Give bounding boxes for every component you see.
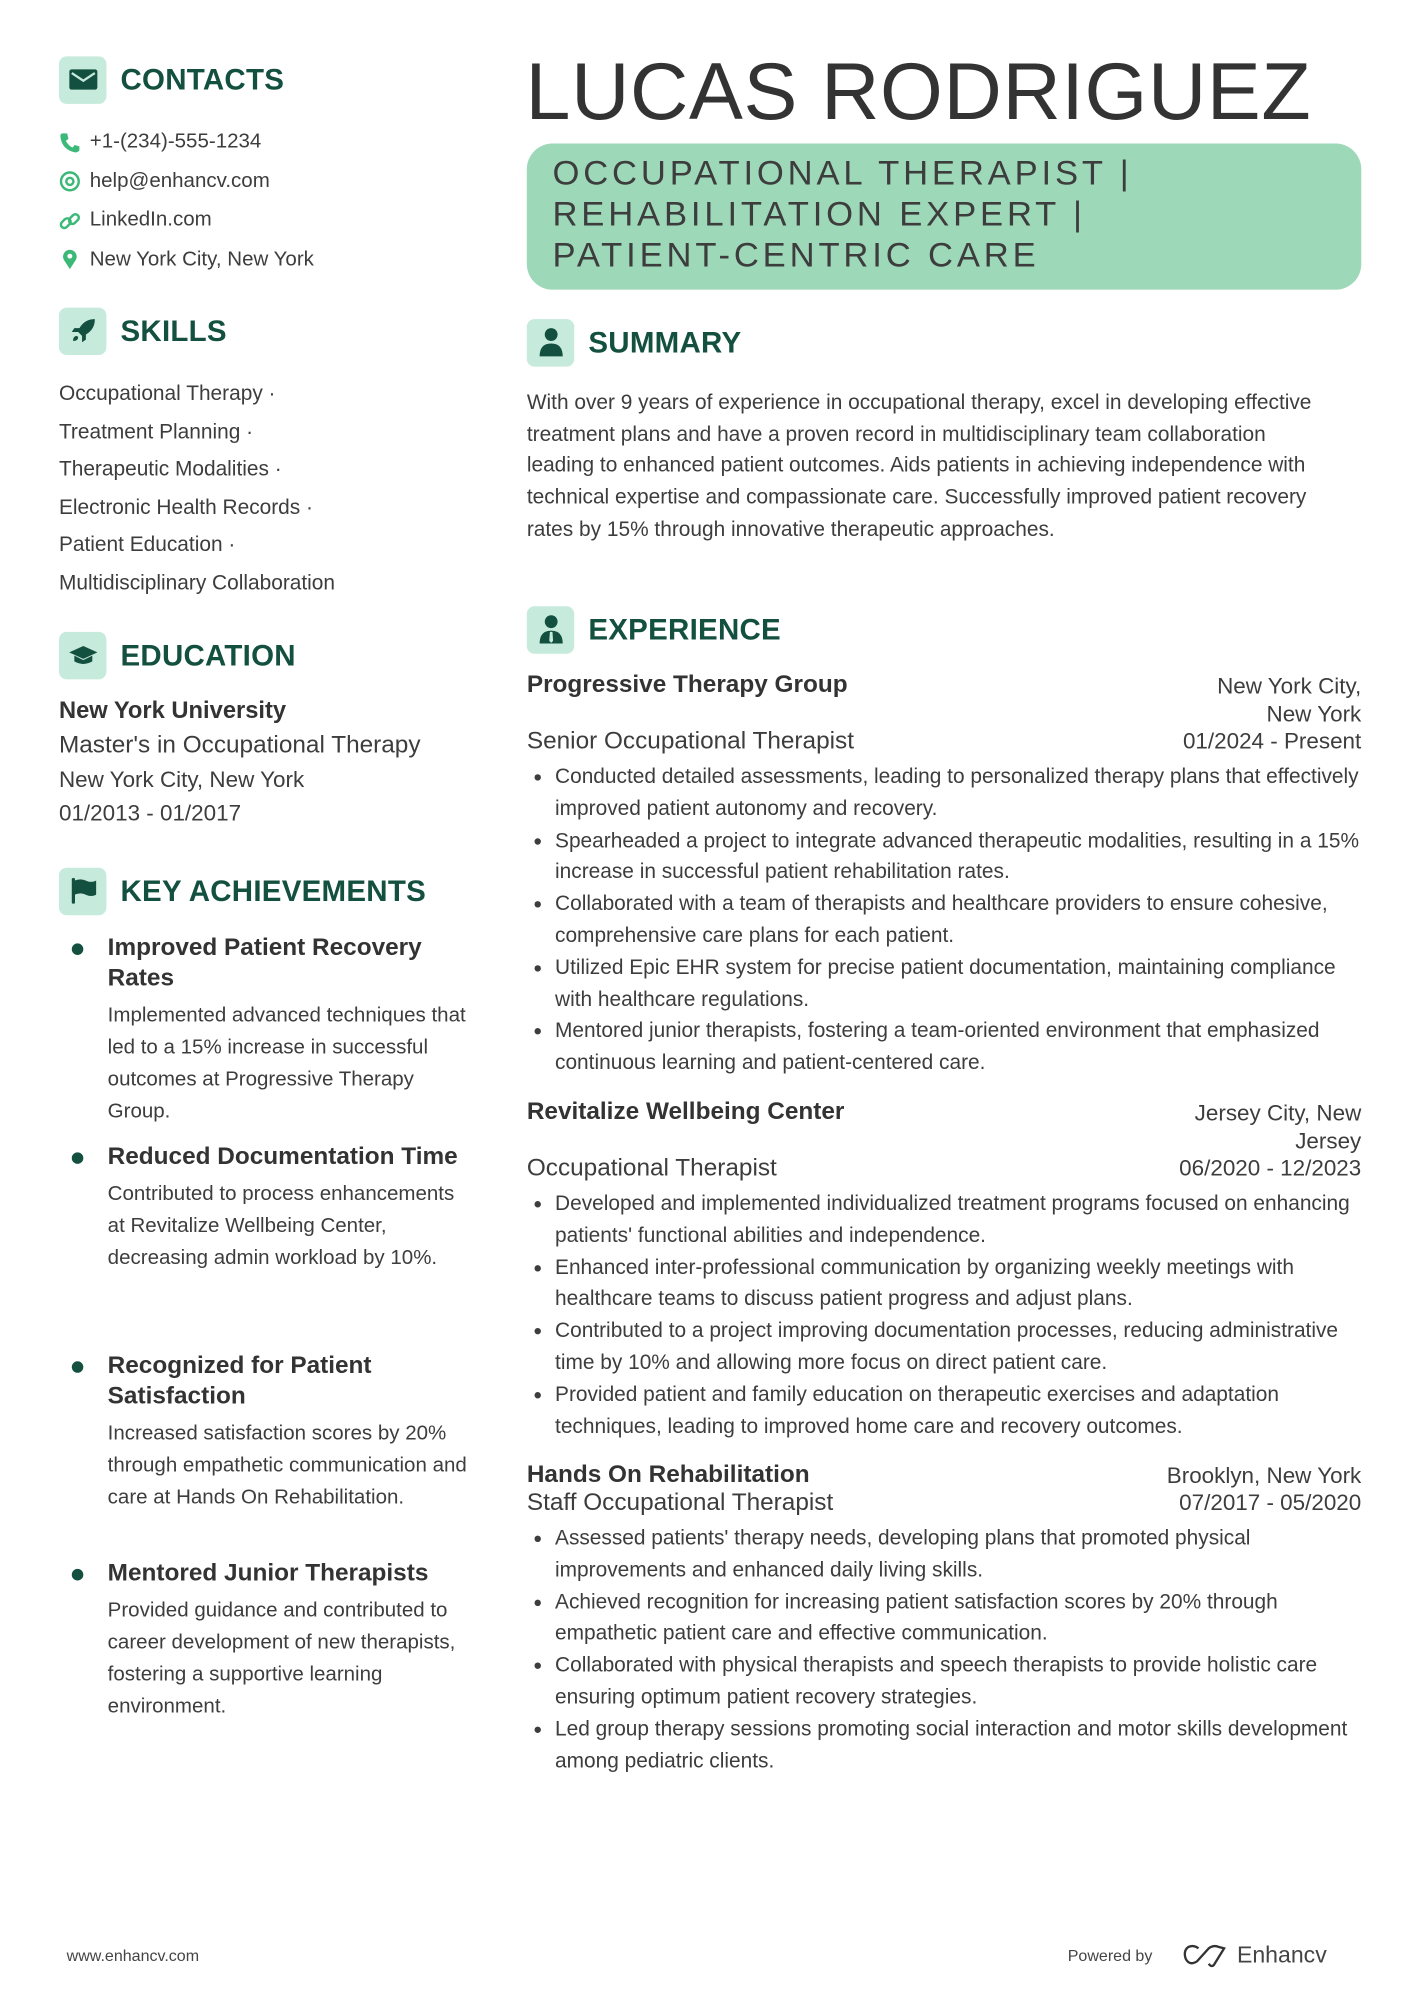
section-title: SUMMARY [588,324,742,359]
bullet: • Utilized Epic EHR system for precise patient documentation, maintaining compliance with healthcare regulations. [555,952,1361,1016]
section-title: EDUCATION [120,637,296,672]
achievement-item [77,933,474,1128]
envelope-icon [59,56,106,103]
phone-icon [59,132,81,154]
link-icon [59,210,81,232]
company-name: Progressive Therapy Group [526,671,848,699]
bullet-icon [72,943,84,955]
bullet: • Enhanced inter-professional communication by organizing weekly meetings with healthcare teams to discuss patient progress and adjust plans. [555,1252,1361,1316]
education-location: New York City, New York [58,766,305,793]
bullet: • Conducted detailed assessments, leading to personalized therapy plans that effectively improved patient autonomy and recovery. [555,761,1361,825]
job-location: New York City, New York [1217,672,1362,727]
skills-header [59,306,227,355]
flag-icon [59,867,106,914]
graduation-cap-icon [59,631,106,678]
job-bullets [527,1188,1361,1442]
job-title: Occupational Therapist [526,1154,777,1182]
section-title: SKILLS [120,313,227,347]
bullet: • Mentored junior therapists, fostering a team-oriented environment that emphasized continuous learning and patient-centered care. [555,1016,1361,1080]
briefcase-person-icon [527,606,574,653]
bullet-icon [72,1569,84,1581]
bullet: • Developed and implemented individualized treatment programs focused on enhancing patients' functional abilities and independence. [555,1188,1361,1252]
degree: Master's in Occupational Therapy [58,731,421,759]
contacts-header [59,55,284,104]
contact-email[interactable] [59,162,314,201]
bullet-icon [72,1152,84,1164]
enhancv-brand: Enhancv [1236,1941,1327,1968]
skill-item: Multidisciplinary Collaboration [58,571,336,595]
contact-phone [59,123,314,162]
contact-text: LinkedIn.com [89,209,212,232]
contact-location [59,240,314,279]
bullet: • Led group therapy sessions promoting social interaction and motor skills development among pediatric clients. [555,1713,1361,1777]
skill-item: Therapeutic Modalities · [58,457,282,481]
contact-text: New York City, New York [89,248,314,271]
job-dates: 01/2024 - Present [1182,728,1362,754]
achievement-item [77,1351,474,1514]
achievement-title: Improved Patient Recovery Rates [107,934,422,993]
education-entry [59,696,482,827]
job-title: Senior Occupational Therapist [526,728,854,755]
at-icon [59,171,81,193]
education-header [59,631,296,680]
contacts-list [59,123,314,279]
bullet: • Collaborated with physical therapists and speech therapists to provide holistic care ensuring optimum patient recovery strategies. [555,1650,1361,1714]
contact-text: help@enhancv.com [89,170,270,192]
headline-banner: OCCUPATIONAL THERAPIST | REHABILITATION EXPERT | PATIENT-CENTRIC CARE [527,144,1361,290]
contact-linkedin[interactable] [59,201,314,240]
achievement-title: Mentored Junior Therapists [107,1559,429,1587]
school-name: New York University [58,696,287,723]
footer-website[interactable]: www.enhancv.com [66,1947,200,1965]
section-title: CONTACTS [120,62,285,96]
bullet: • Collaborated with a team of therapists and healthcare providers to ensure cohesive, comprehensive care plans for each patient. [555,889,1361,953]
skill-item: Occupational Therapy · [58,381,276,406]
skill-item: Patient Education · [58,533,236,557]
candidate-name: LUCAS RODRIGUEZ [525,47,1312,138]
bullet: • Assessed patients' therapy needs, developing plans that promoted physical improvements and enhanced daily living skills. [555,1523,1361,1587]
company-name: Revitalize Wellbeing Center [526,1098,845,1126]
job-dates: 07/2017 - 05/2020 [1179,1489,1362,1516]
job-entry [527,1461,1361,1777]
job-bullets [527,1523,1361,1777]
job-dates: 06/2020 - 12/2023 [1179,1154,1362,1181]
achievement-title: Reduced Documentation Time [107,1143,458,1171]
section-title: KEY ACHIEVEMENTS [120,873,427,907]
section-title: EXPERIENCE [588,612,781,646]
powered-by-label: Powered by [1067,1946,1153,1965]
enhancv-logo-icon [1181,1943,1230,1969]
bullet-icon [72,1361,84,1373]
bullet: • Provided patient and family education on therapeutic exercises and adaptation techniques, leading to improved home care and recovery outcomes. [555,1379,1361,1443]
job-entry [527,1099,1361,1443]
achievements-header [59,866,426,915]
education-dates: 01/2013 - 01/2017 [58,799,242,826]
achievement-desc: Increased satisfaction scores by 20% through empathetic communication and care at Hands On Rehabilitation. [107,1422,467,1509]
skill-item: Electronic Health Records · [58,495,313,519]
person-icon [527,319,574,366]
bullet: • Achieved recognition for increasing patient satisfaction scores by 20% through empathetic patient care and effective communication. [555,1586,1361,1650]
achievement-desc: Provided guidance and contributed to career development of new therapists, fostering a supportive learning environment. [107,1599,456,1718]
location-icon [59,249,81,271]
achievement-title: Recognized for Patient Satisfaction [107,1352,372,1410]
skills-list [59,376,335,604]
achievement-desc: Implemented advanced techniques that led to a 15% increase in successful outcomes at Progressive Therapy Group. [107,1004,466,1123]
job-entry [527,672,1361,1080]
job-title: Staff Occupational Therapist [526,1489,834,1517]
company-name: Hands On Rehabilitation [526,1461,810,1489]
job-location: Jersey City, New Jersey [1194,1099,1362,1154]
bullet: • Spearheaded a project to integrate advanced therapeutic modalities, resulting in a 15% increase in successful patient rehabilitation rates. [555,825,1361,889]
summary-text: With over 9 years of experience in occupational therapy, excel in developing effective treatment plans and have a proven record in multidisciplinary team collaboration leading to enhanced patient outcomes. Aids patients in achieving independence with technical expertise and compassionate care. Successfully improved patient recovery rates by 15% through innovative therapeutic approaches. [526,390,1312,541]
job-location: Brooklyn, New York [1166,1462,1362,1489]
footer-branding[interactable] [1068,1942,1327,1969]
summary-header [527,318,742,367]
achievement-item [77,1142,474,1274]
bullet: • Contributed to a project improving documentation processes, reducing administrative time by 10% and allowing more focus on direct patient care. [555,1315,1361,1379]
job-bullets [527,761,1361,1079]
experience-header [527,605,781,654]
achievement-item [77,1559,474,1723]
skill-item: Treatment Planning · [58,419,254,443]
rocket-icon [59,307,106,354]
contact-text: +1-(234)-555-1234 [89,131,262,153]
achievement-desc: Contributed to process enhancements at Revitalize Wellbeing Center, decreasing admin workload by 10%. [107,1183,455,1269]
